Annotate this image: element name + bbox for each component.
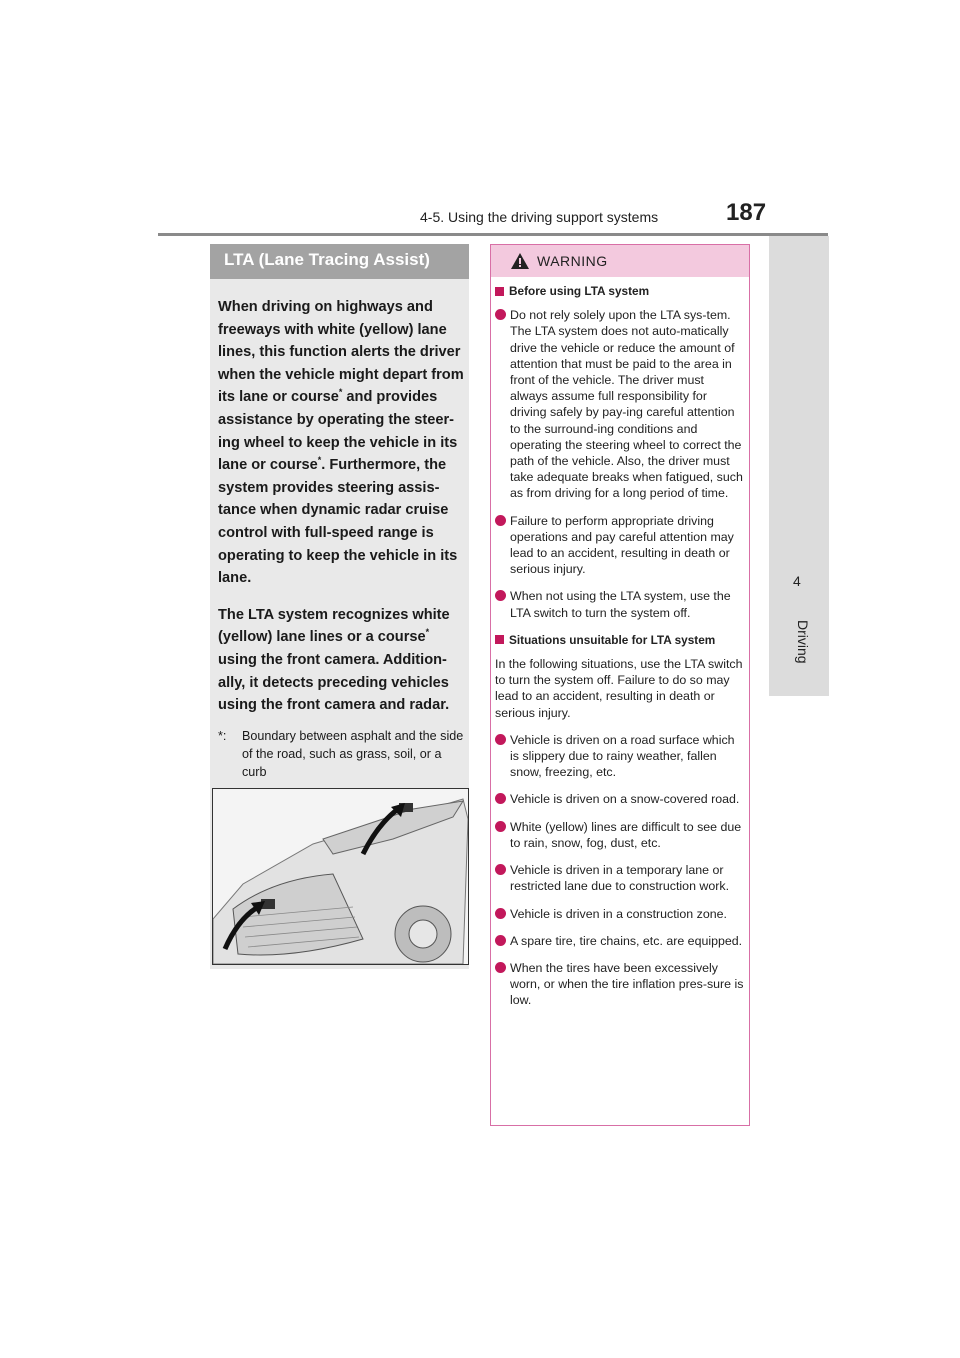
bullet-dot-icon [495, 908, 506, 919]
square-bullet-icon [495, 287, 504, 296]
bullet-dot-icon [495, 821, 506, 832]
lta-title-banner [210, 244, 469, 279]
lta-paragraph-2 [218, 604, 466, 717]
section-heading-before-use [495, 283, 745, 299]
bullet-dot-icon [495, 734, 506, 745]
bullet-text: A spare tire, tire chains, etc. are equipped. [510, 933, 743, 948]
lta-p1-part-b: and provides assistance by operating the steer-ing wheel to keep the vehicle in its lane or course [218, 389, 458, 474]
list-item [495, 732, 745, 781]
page-number: 187 [726, 199, 767, 226]
asterisk-mark: * [317, 455, 322, 466]
warning-box [490, 244, 750, 1126]
section-heading-text: Situations unsuitable for LTA system [509, 632, 716, 647]
lta-footnote [218, 727, 466, 781]
bullet-text: When not using the LTA system, use the LTA switch to turn the system off. [510, 589, 731, 620]
list-item [495, 513, 745, 578]
chapter-label: Driving [795, 620, 811, 664]
bullet-dot-icon [495, 793, 506, 804]
bullet-text: Vehicle is driven on a snow-covered road. [510, 792, 740, 807]
lta-title: LTA (Lane Tracing Assist) [224, 250, 430, 269]
warning-body [495, 283, 745, 1020]
list-item [495, 819, 745, 851]
bullet-dot-icon [495, 309, 506, 320]
warning-title: WARNING [537, 253, 608, 269]
lta-p1-part-a: When driving on highways and freeways with white (yellow) lane lines, this function alerts the driver when the vehicle might depart from its lane or course [218, 299, 464, 406]
header-rule [158, 233, 828, 236]
bullet-dot-icon [495, 590, 506, 601]
list-item [495, 933, 745, 949]
footnote-mark: *: [218, 728, 227, 743]
square-bullet-icon [495, 635, 504, 644]
lta-panel [210, 244, 469, 969]
bullet-text: Vehicle is driven in a temporary lane or restricted lane due to construction work. [510, 863, 730, 894]
car-drawing-icon [213, 789, 468, 964]
lta-paragraph-1 [218, 296, 466, 590]
bullet-text: Vehicle is driven in a construction zone. [510, 906, 727, 921]
section-heading-text: Before using LTA system [509, 284, 650, 298]
bullet-text: Do not rely solely upon the LTA sys-tem. The LTA system does not auto-matically drive the vehicle or reduce the amount of attention that must be paid to the area in front of the vehicle. The driver must always assume full responsibility for driving safely by pay-ing careful attention to the surround-ing conditions and operating the steering wheel to correct the path of the vehicle. Also, the driver must take adequate breaks when fatigued, such as from driving for a long period of time. [510, 308, 743, 501]
list-item [495, 791, 745, 807]
bullet-text: When the tires have been excessively worn, or when the tire inflation pres-sure is low. [510, 960, 744, 1008]
lta-p2-part-b: using the front camera. Addition-ally, it detects preceding vehicles using the front camera and radar. [218, 651, 450, 714]
bullet-dot-icon [495, 962, 506, 973]
lta-p2-part-a: The LTA system recognizes white (yellow) lane lines or a course [218, 606, 450, 646]
lta-description [218, 296, 466, 781]
list-item [495, 862, 745, 894]
bullet-text: Failure to perform appropriate driving operations and pay careful attention may lead to an accident, resulting in death or serious injury. [510, 513, 734, 577]
list-item [495, 307, 745, 501]
chapter-number: 4 [793, 573, 801, 589]
list-item [495, 906, 745, 922]
section-intro: In the following situations, use the LTA switch to turn the system off. Failure to do so may lead to an accident, resulting in death or serious injury. [495, 657, 743, 720]
car-front-camera-radar-illustration [212, 788, 469, 965]
section-header-title: 4-5. Using the driving support systems [420, 209, 659, 225]
bullet-dot-icon [495, 864, 506, 875]
bullet-text: White (yellow) lines are difficult to see due to rain, snow, fog, dust, etc. [510, 819, 742, 850]
lta-p1-part-c: . Furthermore, the system provides steering assis-tance when dynamic radar cruise control with full-speed range is operating to keep the vehicle in its lane. [218, 457, 458, 587]
list-item [495, 588, 745, 620]
footnote-text: Boundary between asphalt and the side of the road, such as grass, soil, or a curb [242, 728, 464, 779]
warning-triangle-icon [511, 253, 529, 269]
warning-banner [491, 245, 749, 277]
asterisk-mark: * [338, 387, 343, 398]
bullet-dot-icon [495, 515, 506, 526]
section-heading-unsuitable [495, 632, 745, 648]
list-item [495, 960, 745, 1009]
asterisk-mark: * [425, 627, 430, 638]
bullet-dot-icon [495, 935, 506, 946]
bullet-text: Vehicle is driven on a road surface which is slippery due to rainy weather, fallen snow, freezing, etc. [510, 732, 735, 780]
